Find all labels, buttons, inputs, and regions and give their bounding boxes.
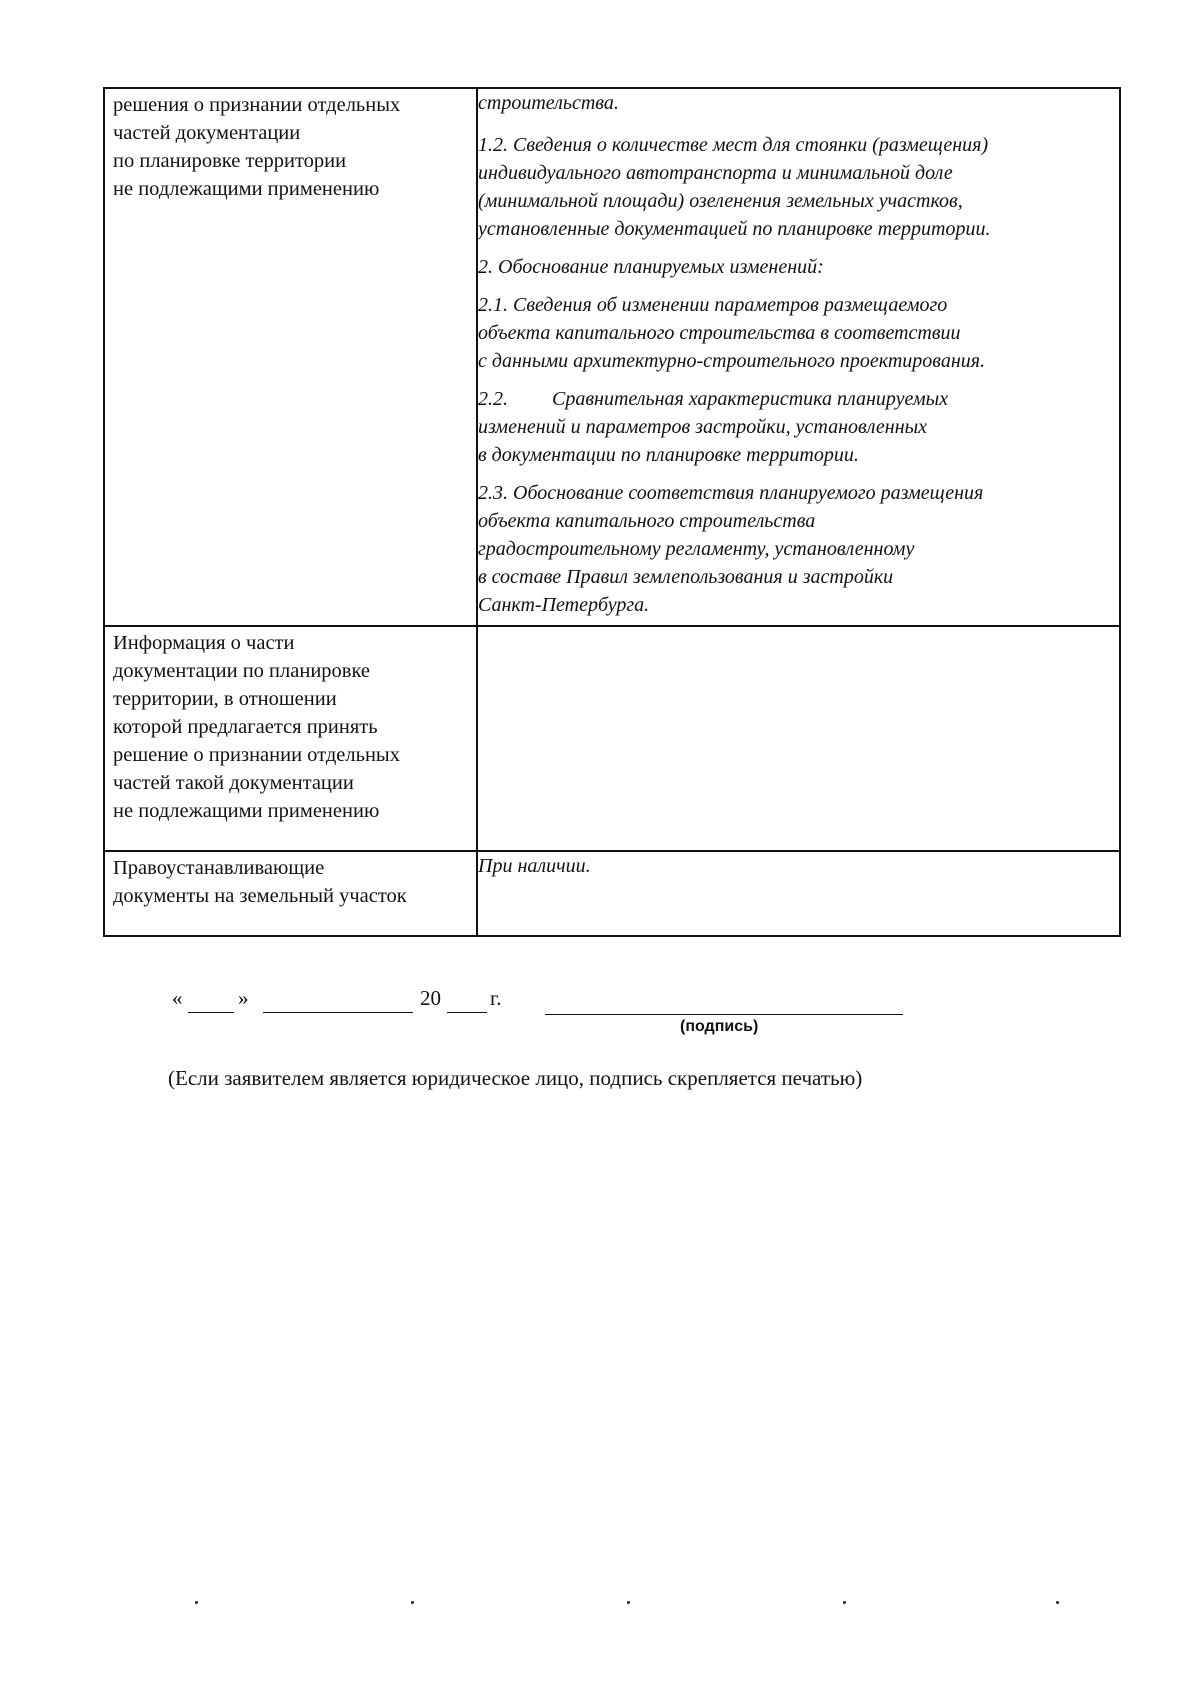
signature-blank[interactable] — [545, 1014, 903, 1015]
scan-dot — [411, 1601, 414, 1604]
table-cell-label — [104, 626, 477, 851]
item-rest: изменений и параметров застройки, установленных в документации по планировке территории. — [478, 416, 928, 466]
table-cell-content — [477, 851, 1120, 936]
content-paragraph: 2.3. Обоснование соответствия планируемого размещения объекта капитального строительства градостроительному регламенту, установленному в составе Правил землепользования и застройки Санкт-Петербурга. — [478, 482, 984, 616]
application-form-table — [103, 87, 1121, 937]
scan-dot — [195, 1601, 198, 1604]
table-row — [104, 626, 1120, 851]
content-paragraph: 2. Обоснование планируемых изменений: — [478, 256, 824, 278]
row-label: Информация о части документации по планировке территории, в отношении которой предлагается принять решение о признании отдельных частей такой документации не подлежащими применению — [113, 632, 400, 822]
table-row — [104, 851, 1120, 936]
row-label: Правоустанавливающие документы на земельный участок — [113, 857, 407, 907]
scan-dot — [843, 1601, 846, 1604]
signature-caption: (подпись) — [680, 1018, 759, 1035]
table-cell-content — [477, 88, 1120, 626]
content-paragraph: 2.1. Сведения об изменении параметров размещаемого объекта капитального строительства в соответствии с данными архитектурно-строительного проектирования. — [478, 294, 986, 372]
content-paragraph: строительства. — [478, 92, 619, 114]
day-blank[interactable] — [188, 1012, 234, 1013]
close-quote: » — [238, 986, 249, 1010]
seal-note: (Если заявителем является юридическое лицо, подпись скрепляется печатью) — [168, 1066, 863, 1090]
table-row — [104, 88, 1120, 626]
year-suffix: г. — [490, 986, 502, 1010]
item-first-line: Сравнительная характеристика планируемых — [552, 388, 949, 410]
signature-line — [0, 986, 1200, 1046]
scan-dot — [627, 1601, 630, 1604]
item-number: 2.2. — [478, 388, 508, 410]
row-label: решения о признании отдельных частей документации по планировке территории не подлежащими применению — [113, 94, 401, 200]
year-prefix: 20 — [420, 986, 441, 1010]
table-cell-label — [104, 851, 477, 936]
scan-dot — [1056, 1601, 1059, 1604]
content-paragraph: При наличии. — [478, 855, 591, 877]
content-paragraph-2-2 — [478, 385, 1119, 469]
table-cell-label — [104, 88, 477, 626]
empty-input-cell[interactable] — [477, 626, 1120, 851]
content-paragraph: 1.2. Сведения о количестве мест для стоянки (размещения) индивидуального автотранспорта и минимальной доле (минимальной площади) озеленения земельных участков, установленные документацией по планировке территории. — [478, 134, 991, 240]
open-quote: « — [172, 986, 183, 1010]
month-blank[interactable] — [263, 1012, 413, 1013]
year-blank[interactable] — [447, 1012, 487, 1013]
